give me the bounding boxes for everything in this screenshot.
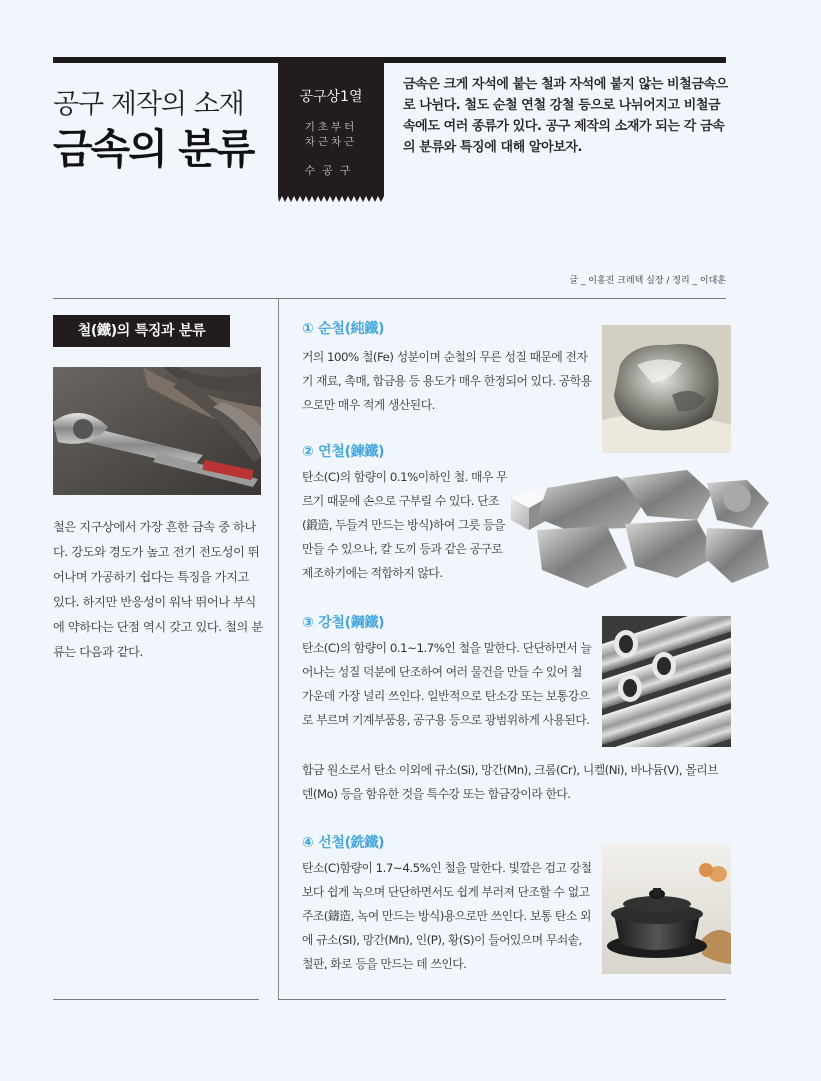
series-motto xyxy=(278,120,384,150)
item-text-wrought-iron: 탄소(C)의 함량이 0.1%이하인 철. 매우 무르기 때문에 손으로 구부릴 수 있다. 단조(鍛造, 두들겨 만드는 방식)하여 그릇 등을 만들 수 있으나, 칼 도끼 등과 같은 공구로 제조하기에는 적합하지 않다. xyxy=(302,470,508,580)
page-subtitle: 공구 제작의 소재 xyxy=(53,89,244,120)
series-motto-line2: 차근차근 xyxy=(304,136,358,148)
intro-paragraph: 금속은 크게 자석에 붙는 철과 자석에 붙지 않는 비철금속으로 나뉜다. 철도 순철 연철 강철 등으로 나뉘어지고 비철금속에도 여러 종류가 있다. 공구 제작의 소재가 되는 각 금속의 분류와 특징에 대해 알아보자. xyxy=(403,77,728,155)
tools-photo xyxy=(53,367,261,495)
item-heading-pure-iron: ① 순철(純鐵) xyxy=(302,321,385,337)
bottom-rule-right xyxy=(278,999,726,1000)
item-text-pure-iron: 거의 100% 철(Fe) 성분이며 순철의 무른 성질 때문에 전자기 재료, 촉매, 합금용 등 용도가 매우 한정되어 있다. 공학용으로만 매우 적게 생산된다. xyxy=(302,350,592,412)
item-text-pig-iron: 탄소(C)함량이 1.7~4.5%인 철을 말한다. 빛깔은 검고 강철보다 쉽게 녹으며 단단하면서도 쉽게 부러져 단조할 수 없고 주조(鑄造, 녹여 만드는 방식)용으로만 쓰인다. 보통 탄소 외에 규소(SI), 망간(Mn), 인(P), 황(S)이 들어있으며 무쇠솥, 철판, 화로 등을 만드는 데 쓰인다. xyxy=(302,861,592,971)
item-heading-steel: ③ 강철(鋼鐵) xyxy=(302,615,385,631)
cast-iron-pot-photo xyxy=(602,844,731,974)
page-title: 금속의 분류 xyxy=(53,125,254,173)
iron-intro-text: 철은 지구상에서 가장 흔한 금속 중 하나다. 강도와 경도가 높고 전기 전도성이 뛰어나며 가공하기 쉽다는 특징을 가지고 있다. 하지만 반응성이 워낙 뛰어나 부식에 약하다는 단점 역시 갖고 있다. 철의 분류는 다음과 같다. xyxy=(53,520,263,659)
bottom-rule-left xyxy=(53,999,259,1000)
item-text-steel: 탄소(C)의 함량이 0.1~1.7%인 철을 말한다. 단단하면서 늘어나는 성질 덕분에 단조하여 여러 물건을 만들 수 있어 철 가운데 가장 널리 쓰인다. 일반적으로 탄소강 또는 보통강으로 부르며 기계부품용, 공구용 등으로 광범위하게 사용된다. xyxy=(302,641,592,727)
item-heading-pig-iron: ④ 선철(銑鐵) xyxy=(302,835,385,851)
item-text-steel-alloy: 합금 원소로서 탄소 이외에 규소(Si), 망간(Mn), 크롬(Cr), 니켈(Ni), 바나듐(V), 몰리브덴(Mo) 등을 함유한 것을 특수강 또는 합금강이라 한다. xyxy=(302,763,719,801)
pure-iron-photo xyxy=(602,325,731,453)
column-divider xyxy=(278,298,279,1000)
top-rule xyxy=(53,57,726,63)
item-heading-wrought-iron: ② 연철(鍊鐵) xyxy=(302,444,385,460)
series-motto-line1: 기초부터 xyxy=(304,121,358,133)
section-label: 철(鐵)의 특징과 분류 xyxy=(53,315,230,347)
section-divider xyxy=(53,298,726,299)
byline: 글 _ 이홍진 크레텍 실장 / 정리 _ 이대훈 xyxy=(569,276,726,286)
wrought-iron-photo xyxy=(507,458,771,594)
series-badge xyxy=(278,62,384,196)
series-badge-zigzag xyxy=(278,196,384,202)
steel-pipes-photo xyxy=(602,616,731,747)
series-category: 수공구 xyxy=(304,164,358,177)
series-name: 공구상1열 xyxy=(299,89,363,105)
